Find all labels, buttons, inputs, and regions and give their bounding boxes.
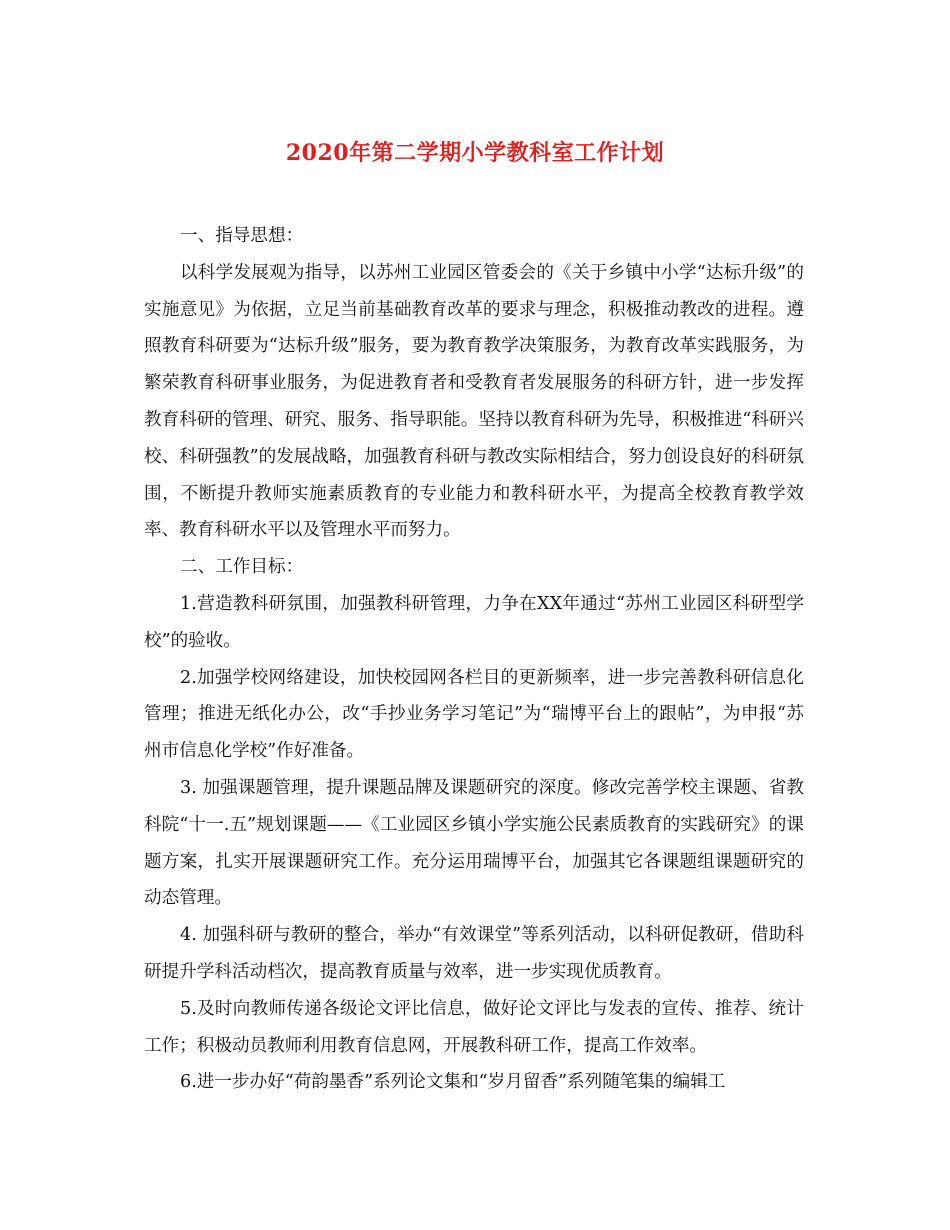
goal-item-1: 1.营造教科研氛围，加强教科研管理，力争在XX年通过“苏州工业园区科研型学校”的验收。 bbox=[144, 593, 804, 651]
goal-item-4: 4. 加强科研与教研的整合，举办“有效课堂”等系列活动，以科研促教研，借助科研提升学科活动档次，提高教育质量与效率，进一步实现优质教育。 bbox=[144, 925, 804, 982]
paragraph-guiding-ideology: 以科学发展观为指导，以苏州工业园区管委会的《关于乡镇中小学“达标升级”的实施意见》为依据，立足当前基础教育改革的要求与理念，积极推动教改的进程。遵照教育科研要为“达标升级”服务，要为教育教学决策服务，为教育改革实践服务，为繁荣教育科研事业服务，为促进教育者和受教育者发展服务的科研方针，进一步发挥教育科研的管理、研究、服务、指导职能。坚持以教育科研为先导，积极推进“科研兴校、科研强教”的发展战略，加强教育科研与教改实际相结合，努力创设良好的科研氛围，不断提升教师实施素质教育的专业能力和教科研水平，为提高全校教育教学效率、教育科研水平以及管理水平而努力。 bbox=[144, 262, 804, 541]
goal-item-5: 5.及时向教师传递各级论文评比信息，做好论文评比与发表的宣传、推荐、统计工作；积极动员教师利用教育信息网，开展教科研工作，提高工作效率。 bbox=[144, 998, 804, 1056]
section-heading-work-goals: 二、工作目标： bbox=[180, 557, 304, 578]
goal-item-3: 3. 加强课题管理，提升课题品牌及课题研究的深度。修改完善学校主课题、省教科院“十一.五”规划课题——《工业园区乡镇小学实施公民素质教育的实践研究》的课题方案，扎实开展课题研究工作。充分运用瑞博平台，加强其它各课题组课题研究的动态管理。 bbox=[144, 777, 804, 909]
goal-item-6: 6.进一步办好“荷韵墨香”系列论文集和“岁月留香”系列随笔集的编辑工 bbox=[180, 1072, 726, 1093]
section-heading-guiding-ideology: 一、指导思想： bbox=[180, 226, 304, 246]
document-body bbox=[144, 218, 804, 1101]
goal-item-2: 2.加强学校网络建设，加快校园网各栏目的更新频率，进一步完善教科研信息化管理；推进无纸化办公，改“手抄业务学习笔记”为“瑞博平台上的跟帖”，为申报“苏州市信息化学校”作好准备。 bbox=[144, 667, 804, 762]
document-title: 2020年第二学期小学教科室工作计划 bbox=[285, 140, 665, 166]
